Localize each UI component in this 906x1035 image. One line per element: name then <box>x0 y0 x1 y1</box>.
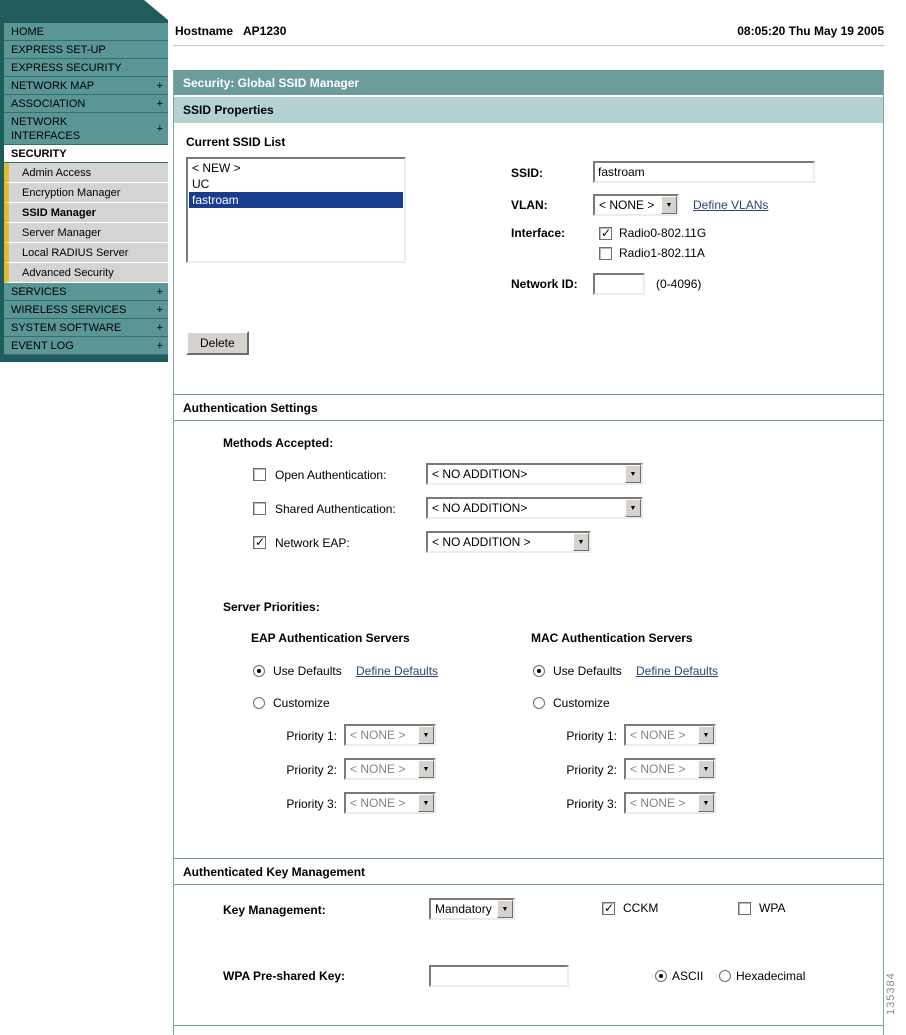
mac-priority2-label: Priority 2: <box>566 763 617 777</box>
eap-priority2-select[interactable] <box>344 758 436 780</box>
page-panel <box>173 70 884 1035</box>
wpa-checkbox-label[interactable]: WPA <box>759 901 786 915</box>
eap-define-defaults-link[interactable]: Define Defaults <box>356 664 439 678</box>
mac-servers-title: MAC Authentication Servers <box>531 631 693 645</box>
sidebar-item-express-security[interactable] <box>4 59 168 77</box>
expand-plus-icon: + <box>156 321 163 334</box>
ascii-radio[interactable] <box>655 970 667 982</box>
nav-label: EXPRESS SECURITY <box>11 61 122 74</box>
network-eap-select[interactable] <box>426 531 591 553</box>
expand-plus-icon: + <box>156 339 163 352</box>
nav-label: Advanced Security <box>22 266 114 279</box>
sidebar-item-wireless-services[interactable] <box>4 301 168 319</box>
mac-define-defaults-link[interactable]: Define Defaults <box>636 664 719 678</box>
nav-label: ASSOCIATION <box>11 97 86 110</box>
nav-label: SYSTEM SOFTWARE <box>11 321 122 334</box>
sidebar-item-ssid-manager[interactable] <box>4 203 168 223</box>
mac-priority1-label: Priority 1: <box>566 729 617 743</box>
eap-priority1-select[interactable] <box>344 724 436 746</box>
methods-accepted-label: Methods Accepted: <box>223 436 334 450</box>
sidebar-nav <box>0 0 168 362</box>
nav-label: HOME <box>11 25 44 38</box>
mac-use-defaults-radio[interactable] <box>533 665 545 677</box>
network-eap-checkbox[interactable] <box>253 536 266 549</box>
expand-plus-icon: + <box>156 79 163 92</box>
sidebar-item-network-map[interactable] <box>4 77 168 95</box>
network-id-range-hint: (0-4096) <box>656 277 702 291</box>
network-eap-checkbox-label[interactable]: Network EAP: <box>275 536 350 550</box>
vlan-select-value: < NONE > <box>599 198 655 212</box>
hostname-value: AP1230 <box>243 24 287 38</box>
ascii-radio-label[interactable]: ASCII <box>672 969 704 983</box>
network-id-input[interactable] <box>593 273 645 295</box>
nav-label: SECURITY <box>11 147 67 160</box>
eap-priority2-label: Priority 2: <box>286 763 337 777</box>
eap-servers-title: EAP Authentication Servers <box>251 631 410 645</box>
interface-field-label: Interface: <box>511 226 566 240</box>
expand-plus-icon: + <box>156 285 163 298</box>
section-subtitle: SSID Properties <box>174 97 883 123</box>
eap-priority3-select[interactable] <box>344 792 436 814</box>
cckm-checkbox-label[interactable]: CCKM <box>623 901 659 915</box>
ssid-list-item-uc[interactable]: UC <box>192 177 210 191</box>
hostname <box>175 24 286 38</box>
eap-priority3-value: < NONE > <box>350 796 406 810</box>
dropdown-arrow-icon[interactable]: ▼ <box>418 794 434 812</box>
ssid-list-item-fastroam[interactable]: fastroam <box>189 192 403 208</box>
dropdown-arrow-icon[interactable]: ▼ <box>418 726 434 744</box>
nav-label: NETWORK MAP <box>11 79 95 92</box>
mac-customize-radio[interactable] <box>533 697 545 709</box>
radio1-checkbox-label[interactable]: Radio1-802.11A <box>619 246 705 260</box>
nav-label: Encryption Manager <box>22 186 121 199</box>
eap-use-defaults-radio[interactable] <box>253 665 265 677</box>
mac-priority1-select[interactable] <box>624 724 716 746</box>
expand-plus-icon: + <box>156 303 163 316</box>
dropdown-arrow-icon[interactable]: ▼ <box>661 196 677 214</box>
open-auth-checkbox[interactable] <box>253 468 266 481</box>
radio1-checkbox[interactable] <box>599 247 612 260</box>
wpa-psk-input[interactable] <box>429 965 569 987</box>
mac-priority2-value: < NONE > <box>630 762 686 776</box>
header-divider <box>173 45 884 47</box>
main-content <box>173 0 884 1035</box>
sidebar-bottom-strip <box>0 355 168 362</box>
network-id-field-label: Network ID: <box>511 277 578 291</box>
dropdown-arrow-icon[interactable]: ▼ <box>698 794 714 812</box>
mac-customize-label[interactable]: Customize <box>553 696 610 710</box>
shared-auth-checkbox[interactable] <box>253 502 266 515</box>
nav-label: SERVICES <box>11 285 67 298</box>
open-auth-select[interactable] <box>426 463 643 485</box>
nav-label: EVENT LOG <box>11 339 74 352</box>
figure-number: 135384 <box>885 972 897 1015</box>
mac-priority3-label: Priority 3: <box>566 797 617 811</box>
sidebar-item-security[interactable] <box>4 145 168 163</box>
ssid-input[interactable] <box>593 161 815 183</box>
dropdown-arrow-icon[interactable]: ▼ <box>418 760 434 778</box>
eap-priority1-label: Priority 1: <box>286 729 337 743</box>
eap-use-defaults-label[interactable]: Use Defaults <box>273 664 342 678</box>
server-priorities-label: Server Priorities: <box>223 600 320 614</box>
dropdown-arrow-icon[interactable]: ▼ <box>625 465 641 483</box>
mac-priority1-value: < NONE > <box>630 728 686 742</box>
nav-label: NETWORK INTERFACES <box>11 115 81 142</box>
nav-label: Server Manager <box>22 226 101 239</box>
mac-use-defaults-label[interactable]: Use Defaults <box>553 664 622 678</box>
sidebar-corner-tab <box>0 0 168 23</box>
authentication-settings-header: Authentication Settings <box>174 394 883 421</box>
define-vlans-link[interactable]: Define VLANs <box>693 198 769 212</box>
vlan-select[interactable] <box>593 194 679 216</box>
cckm-checkbox[interactable] <box>602 902 615 915</box>
next-section-divider <box>174 1025 883 1026</box>
shared-auth-select[interactable] <box>426 497 643 519</box>
expand-plus-icon: + <box>156 122 163 135</box>
eap-priority1-value: < NONE > <box>350 728 406 742</box>
hostname-label: Hostname <box>175 24 234 38</box>
nav-label: Local RADIUS Server <box>22 246 129 259</box>
authenticated-key-management-header: Authenticated Key Management <box>174 858 883 885</box>
sidebar-item-network-interfaces[interactable] <box>4 113 168 145</box>
wpa-checkbox[interactable] <box>738 902 751 915</box>
system-timestamp: 08:05:20 Thu May 19 2005 <box>737 24 884 38</box>
nav-label: EXPRESS SET-UP <box>11 43 106 56</box>
network-eap-select-value: < NO ADDITION > <box>432 535 531 549</box>
ssid-listbox[interactable] <box>186 157 406 263</box>
eap-customize-label[interactable]: Customize <box>273 696 330 710</box>
dropdown-arrow-icon[interactable]: ▼ <box>698 726 714 744</box>
mac-priority3-select[interactable] <box>624 792 716 814</box>
dropdown-arrow-icon[interactable]: ▼ <box>698 760 714 778</box>
eap-priority2-value: < NONE > <box>350 762 406 776</box>
dropdown-arrow-icon[interactable]: ▼ <box>625 499 641 517</box>
nav-label: SSID Manager <box>22 206 96 219</box>
mac-priority3-value: < NONE > <box>630 796 686 810</box>
hexadecimal-radio-label[interactable]: Hexadecimal <box>736 969 806 983</box>
sidebar-item-home[interactable] <box>4 23 168 41</box>
sidebar-item-association[interactable] <box>4 95 168 113</box>
eap-customize-radio[interactable] <box>253 697 265 709</box>
open-auth-checkbox-label[interactable]: Open Authentication: <box>275 468 387 482</box>
sidebar-item-server-manager[interactable] <box>4 223 168 243</box>
sidebar-item-advanced-security[interactable] <box>4 263 168 283</box>
sidebar-item-local-radius-server[interactable] <box>4 243 168 263</box>
radio0-checkbox[interactable] <box>599 227 612 240</box>
wpa-psk-label: WPA Pre-shared Key: <box>223 969 346 983</box>
open-auth-select-value: < NO ADDITION> <box>432 467 528 481</box>
expand-plus-icon: + <box>156 97 163 110</box>
dropdown-arrow-icon[interactable]: ▼ <box>497 900 513 918</box>
sidebar-item-express-setup[interactable] <box>4 41 168 59</box>
delete-button[interactable]: Delete <box>186 331 249 355</box>
sidebar-item-system-software[interactable] <box>4 319 168 337</box>
sidebar-item-event-log[interactable] <box>4 337 168 355</box>
radio0-checkbox-label[interactable]: Radio0-802.11G <box>619 226 707 240</box>
nav-label: Admin Access <box>22 166 92 179</box>
page-title: Security: Global SSID Manager <box>174 70 883 96</box>
nav-label: WIRELESS SERVICES <box>11 303 127 316</box>
vlan-field-label: VLAN: <box>511 198 548 212</box>
sidebar-item-services[interactable] <box>4 283 168 301</box>
hexadecimal-radio[interactable] <box>719 970 731 982</box>
ssid-list-item-new[interactable]: < NEW > <box>192 161 241 175</box>
dropdown-arrow-icon[interactable]: ▼ <box>573 533 589 551</box>
current-ssid-list-label: Current SSID List <box>186 135 286 149</box>
key-management-label: Key Management: <box>223 903 326 917</box>
sidebar-item-encryption-manager[interactable] <box>4 183 168 203</box>
key-management-value: Mandatory <box>435 902 492 916</box>
ssid-field-label: SSID: <box>511 166 544 180</box>
mac-priority2-select[interactable] <box>624 758 716 780</box>
shared-auth-select-value: < NO ADDITION> <box>432 501 528 515</box>
sidebar-item-admin-access[interactable] <box>4 163 168 183</box>
key-management-select[interactable] <box>429 898 515 920</box>
eap-priority3-label: Priority 3: <box>286 797 337 811</box>
shared-auth-checkbox-label[interactable]: Shared Authentication: <box>275 502 396 516</box>
